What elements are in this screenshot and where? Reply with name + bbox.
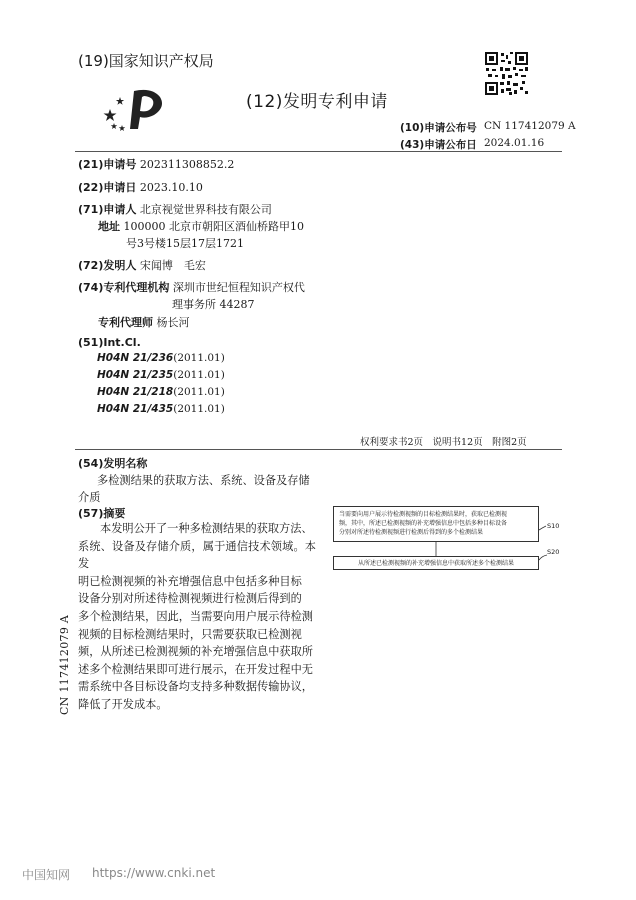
- publication-date-label: (43)申请公布日: [400, 139, 477, 151]
- side-publication-code: CN 117412079 A: [58, 614, 71, 715]
- ipc-code: H04N 21/218: [97, 386, 174, 398]
- address-label: 地址: [98, 220, 120, 233]
- authority-name: (19)国家知识产权局: [78, 52, 214, 70]
- address-line-1: 100000 北京市朝阳区酒仙桥路甲10: [123, 220, 304, 233]
- abstract-label: (57)摘要: [78, 507, 126, 520]
- ipc-class-row: [97, 352, 225, 364]
- abstract-line: 视频的目标检测结果时，只需要获取已检测视: [78, 627, 302, 641]
- ipc-code: H04N 21/236: [97, 352, 174, 364]
- application-number-label: (21)申请号: [78, 158, 137, 171]
- address-row: [98, 218, 304, 234]
- invention-title-line-2: 介质: [78, 491, 101, 504]
- abstract-text: [78, 520, 316, 714]
- ipc-class-row: [97, 386, 225, 398]
- document-type-title: (12)发明专利申请: [246, 92, 388, 112]
- flowchart-text-line: 当需要向用户展示待检测视频的目标检测结果时，获取已检测视: [339, 511, 508, 518]
- ipc-version: (2011.01): [173, 369, 225, 381]
- applicant-row: [78, 201, 272, 217]
- flowchart-text-line: 分别对所述待检测视频进行检测后得到的多个检测结果: [339, 529, 484, 536]
- abstract-line: 频，从所述已检测视频的补充增强信息中获取所: [78, 645, 313, 659]
- agency-row: [78, 279, 305, 295]
- agency-line-1: 深圳市世纪恒程知识产权代: [172, 281, 305, 294]
- cnki-brand: 中国知网: [22, 868, 71, 882]
- agent: 杨长河: [156, 316, 190, 329]
- inventor-label: (72)发明人: [78, 259, 137, 272]
- abstract-line: 本发明公开了一种多检测结果的获取方法、: [100, 522, 313, 535]
- inventors: 宋闻博 毛宏: [139, 259, 206, 272]
- invention-title-label: (54)发明名称: [78, 457, 148, 470]
- flowchart-step-box-2: 从所述已检测视频的补充增强信息中获取所述多个检测结果: [333, 556, 539, 570]
- section-divider: [75, 449, 562, 450]
- filing-date-row: [78, 179, 203, 195]
- cnipa-logo: [100, 85, 170, 135]
- publication-number: CN 117412079 A: [484, 120, 576, 132]
- abstract-line: 需系统中各目标设备均支持多种数据传输协议，: [78, 680, 313, 694]
- ipc-class-row: [97, 403, 225, 415]
- applicant: 北京视觉世界科技有限公司: [139, 203, 272, 216]
- int-cl-label: (51)Int.Cl.: [78, 336, 141, 349]
- application-number-row: [78, 156, 234, 172]
- applicant-label: (71)申请人: [78, 203, 137, 216]
- agent-label: 专利代理师: [98, 316, 153, 329]
- page-count-info: 权利要求书2页 说明书12页 附图2页: [360, 437, 527, 448]
- ipc-class-row: [97, 369, 225, 381]
- step-label-s10: S10: [547, 522, 560, 530]
- flowchart-text-line: 频，其中，所述已检测视频的补充增强信息中包括多种目标设备: [339, 520, 508, 527]
- filing-date-label: (22)申请日: [78, 181, 137, 194]
- publication-date: 2024.01.16: [484, 137, 545, 149]
- abstract-line: 述多个检测结果即可进行展示，在开发过程中无: [78, 662, 313, 676]
- ipc-version: (2011.01): [173, 352, 225, 364]
- ipc-code: H04N 21/435: [97, 403, 174, 415]
- agency-label: (74)专利代理机构: [78, 281, 170, 294]
- abstract-line: 系统、设备及存储介质，属于通信技术领域。本发: [78, 539, 316, 571]
- agent-row: [98, 314, 190, 330]
- inventor-row: [78, 257, 206, 273]
- step-label-s20: S20: [547, 548, 560, 556]
- abstract-line: 多个检测结果，因此，当需要向用户展示待检测: [78, 609, 313, 623]
- ipc-version: (2011.01): [173, 386, 225, 398]
- qr-code: [484, 51, 529, 96]
- abstract-line: 降低了开发成本。: [78, 697, 168, 711]
- abstract-line: 设备分别对所述待检测视频进行检测后得到的: [78, 592, 302, 606]
- filing-date: 2023.10.10: [139, 181, 203, 194]
- header-divider: [75, 151, 562, 152]
- agency-line-2: 理事务所 44287: [172, 298, 255, 311]
- ipc-code: H04N 21/235: [97, 369, 174, 381]
- publication-number-label: (10)申请公布号: [400, 122, 477, 134]
- abstract-line: 明已检测视频的补充增强信息中包括多种目标: [78, 574, 302, 588]
- ipc-version: (2011.01): [173, 403, 225, 415]
- application-number: 202311308852.2: [139, 158, 235, 171]
- cnki-url-link[interactable]: https://www.cnki.net: [92, 866, 216, 880]
- address-line-2: 号3号楼15层17层1721: [126, 237, 244, 250]
- invention-title-line-1: 多检测结果的获取方法、系统、设备及存储: [97, 474, 310, 487]
